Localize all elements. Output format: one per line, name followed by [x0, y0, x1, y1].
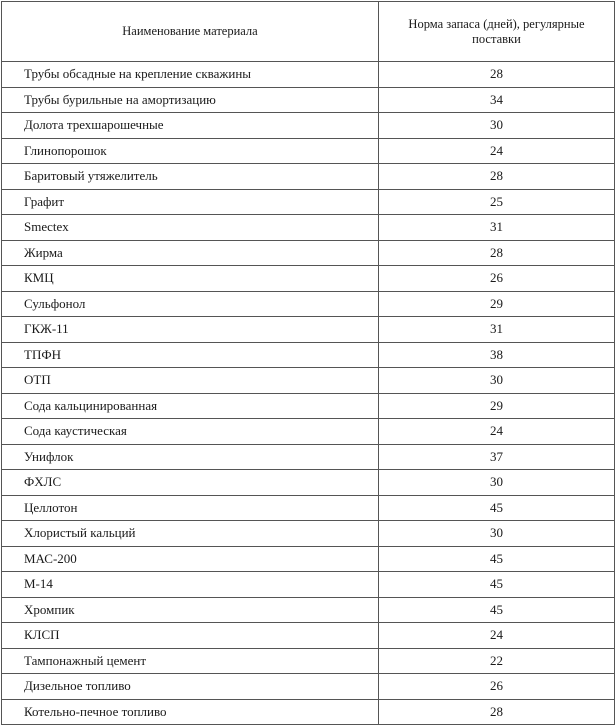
- header-stock-norm: Норма запаса (дней), регулярные поставки: [379, 2, 615, 62]
- stock-norm-cell: 45: [379, 597, 615, 623]
- table-row: [2, 189, 615, 215]
- stock-norm-cell: 28: [379, 62, 615, 88]
- stock-norm-cell: 29: [379, 393, 615, 419]
- stock-norm-cell: 26: [379, 674, 615, 700]
- stock-norm-cell: 38: [379, 342, 615, 368]
- table-row: [2, 495, 615, 521]
- stock-norm-cell: 37: [379, 444, 615, 470]
- table-row: [2, 138, 615, 164]
- material-name-cell: Жирма: [2, 240, 379, 266]
- material-name-cell: Трубы бурильные на амортизацию: [2, 87, 379, 113]
- table-row: [2, 164, 615, 190]
- stock-norm-cell: 30: [379, 113, 615, 139]
- stock-norm-cell: 25: [379, 189, 615, 215]
- stock-norm-cell: 28: [379, 164, 615, 190]
- stock-norm-cell: 45: [379, 572, 615, 598]
- material-name-cell: Глинопорошок: [2, 138, 379, 164]
- material-name-cell: МАС-200: [2, 546, 379, 572]
- material-name-cell: Сода каустическая: [2, 419, 379, 445]
- table-row: [2, 470, 615, 496]
- table-row: [2, 215, 615, 241]
- material-name-cell: Дизельное топливо: [2, 674, 379, 700]
- materials-table: [1, 1, 615, 725]
- material-name-cell: Баритовый утяжелитель: [2, 164, 379, 190]
- table-row: [2, 648, 615, 674]
- table-row: [2, 368, 615, 394]
- table-row: [2, 546, 615, 572]
- table-row: [2, 419, 615, 445]
- material-name-cell: Графит: [2, 189, 379, 215]
- table-row: [2, 444, 615, 470]
- table-row: [2, 597, 615, 623]
- material-name-cell: Котельно-печное топливо: [2, 699, 379, 725]
- material-name-cell: Целлотон: [2, 495, 379, 521]
- stock-norm-cell: 30: [379, 470, 615, 496]
- material-name-cell: ГКЖ-11: [2, 317, 379, 343]
- table-row: [2, 393, 615, 419]
- stock-norm-cell: 29: [379, 291, 615, 317]
- table-row: [2, 572, 615, 598]
- header-row: [2, 2, 615, 62]
- stock-norm-cell: 24: [379, 419, 615, 445]
- stock-norm-cell: 28: [379, 240, 615, 266]
- material-name-cell: Трубы обсадные на крепление скважины: [2, 62, 379, 88]
- table-row: [2, 623, 615, 649]
- table-row: [2, 674, 615, 700]
- material-name-cell: ОТП: [2, 368, 379, 394]
- table-row: [2, 240, 615, 266]
- material-name-cell: Smectex: [2, 215, 379, 241]
- material-name-cell: Сульфонол: [2, 291, 379, 317]
- table-row: [2, 87, 615, 113]
- material-name-cell: Хлористый кальций: [2, 521, 379, 547]
- table-body: [2, 62, 615, 725]
- table-row: [2, 699, 615, 725]
- table-row: [2, 291, 615, 317]
- table-row: [2, 342, 615, 368]
- table-row: [2, 62, 615, 88]
- table-row: [2, 113, 615, 139]
- material-name-cell: ФХЛС: [2, 470, 379, 496]
- header-material-name: Наименование материала: [2, 2, 379, 62]
- material-name-cell: КМЦ: [2, 266, 379, 292]
- material-name-cell: Сода кальцинированная: [2, 393, 379, 419]
- material-name-cell: ТПФН: [2, 342, 379, 368]
- stock-norm-cell: 30: [379, 368, 615, 394]
- stock-norm-cell: 24: [379, 623, 615, 649]
- table-row: [2, 317, 615, 343]
- stock-norm-cell: 34: [379, 87, 615, 113]
- stock-norm-cell: 22: [379, 648, 615, 674]
- stock-norm-cell: 30: [379, 521, 615, 547]
- material-name-cell: Тампонажный цемент: [2, 648, 379, 674]
- stock-norm-cell: 24: [379, 138, 615, 164]
- material-name-cell: КЛСП: [2, 623, 379, 649]
- stock-norm-cell: 28: [379, 699, 615, 725]
- material-name-cell: М-14: [2, 572, 379, 598]
- stock-norm-cell: 45: [379, 546, 615, 572]
- stock-norm-cell: 31: [379, 215, 615, 241]
- stock-norm-cell: 31: [379, 317, 615, 343]
- material-name-cell: Долота трехшарошечные: [2, 113, 379, 139]
- table-row: [2, 521, 615, 547]
- material-name-cell: Хромпик: [2, 597, 379, 623]
- stock-norm-cell: 26: [379, 266, 615, 292]
- stock-norm-cell: 45: [379, 495, 615, 521]
- material-name-cell: Унифлок: [2, 444, 379, 470]
- table-row: [2, 266, 615, 292]
